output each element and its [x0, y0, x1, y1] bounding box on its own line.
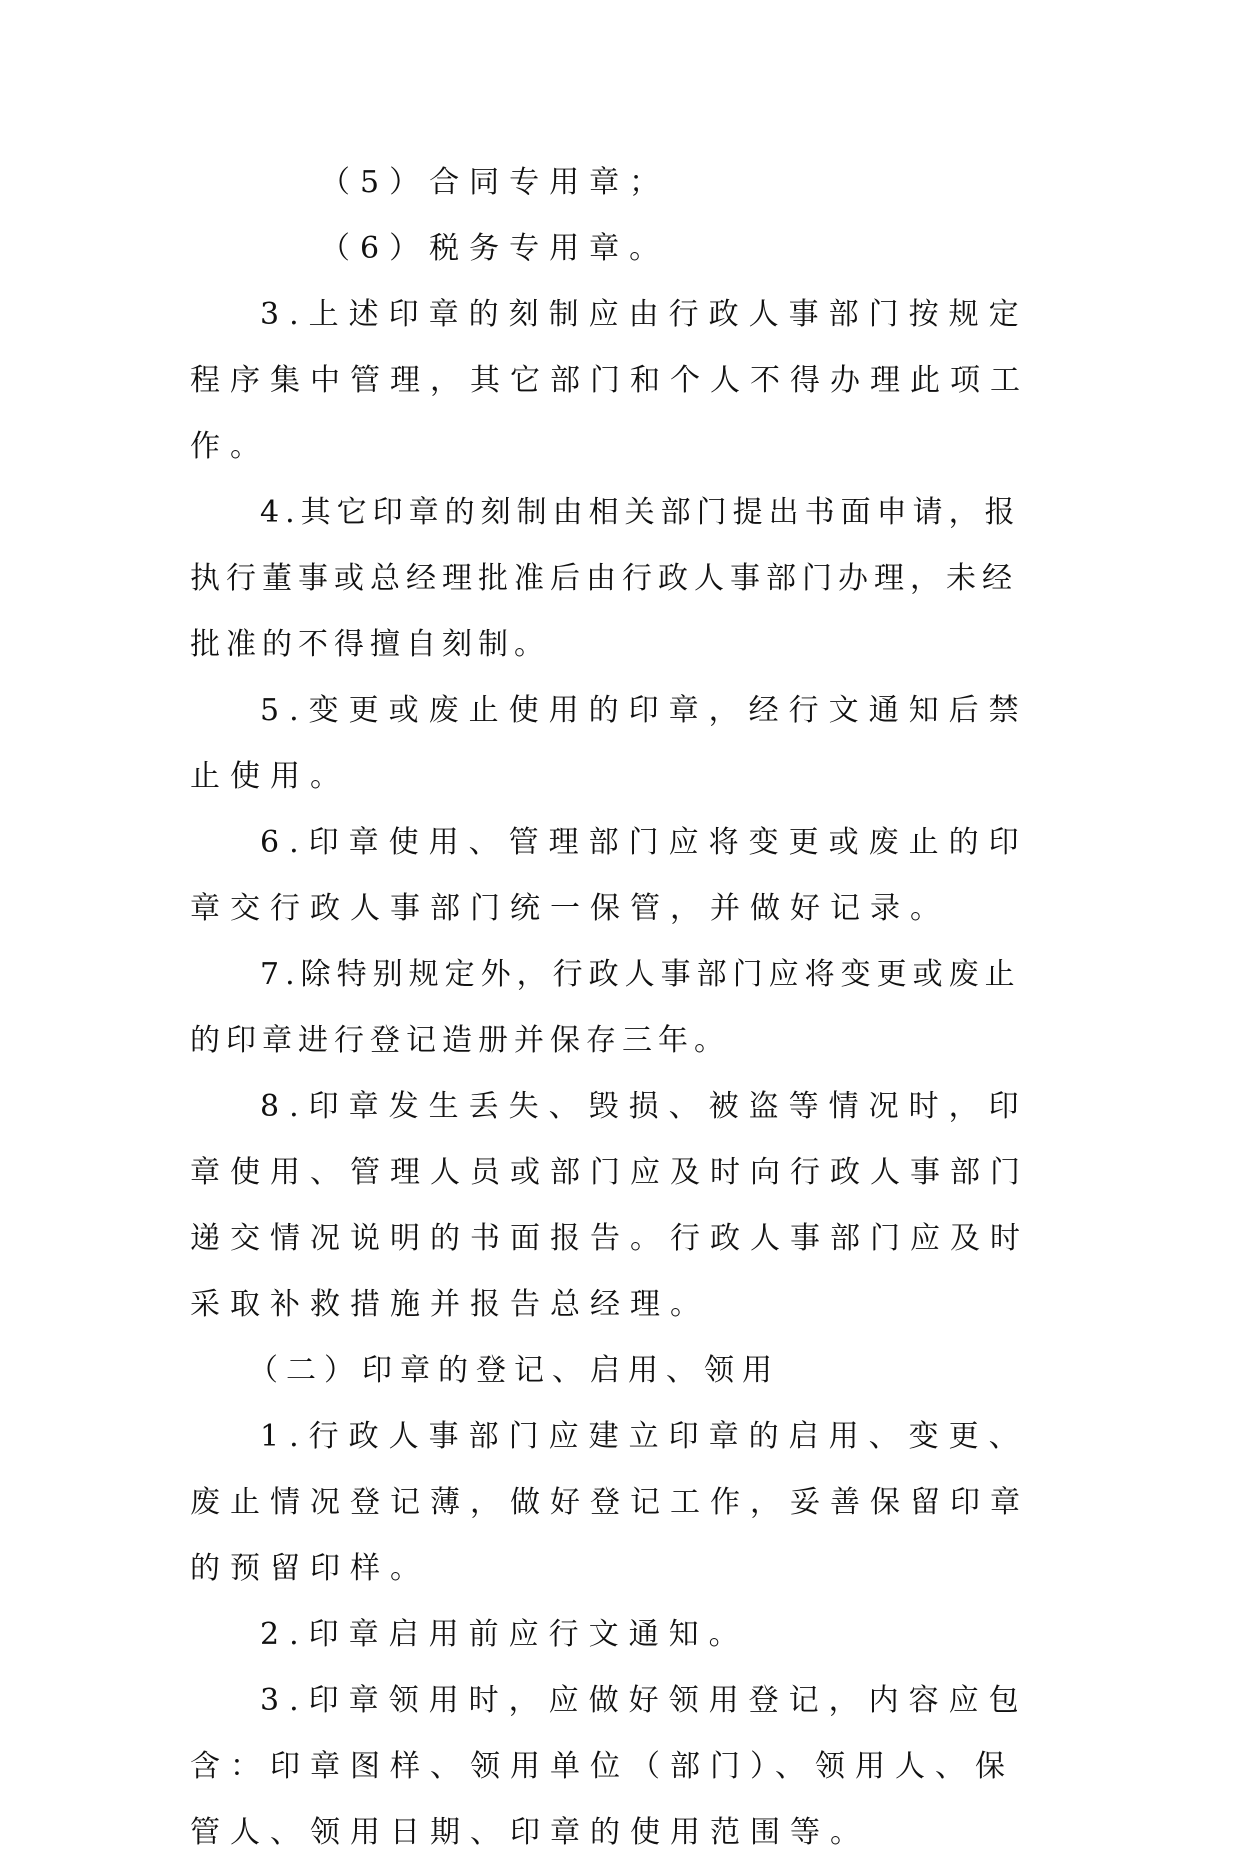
- paragraph-3-collection-record: 3.印章领用时，应做好领用登记，内容应包含：印章图样、领用单位（部门）、领用人、保管人、领用日期、印章的使用范围等。: [190, 1683, 1029, 1850]
- paragraph-8-loss-report: 8.印章发生丢失、毁损、被盗等情况时，印章使用、管理人员或部门应及时向行政人事部门递交情况说明的书面报告。行政人事部门应及时采取补救措施并报告总经理。: [190, 1089, 1030, 1322]
- paragraph-4-other-seals: 4.其它印章的刻制由相关部门提出书面申请，报执行董事或总经理批准后由行政人事部门办理，未经批准的不得擅自刻制。: [190, 495, 1021, 662]
- paragraph-6-custody: 6.印章使用、管理部门应将变更或废止的印章交行政人事部门统一保管，并做好记录。: [190, 825, 1029, 926]
- document-body: [190, 150, 1050, 1866]
- paragraph-3-seal-engraving: 3.上述印章的刻制应由行政人事部门按规定程序集中管理，其它部门和个人不得办理此项工作。: [190, 297, 1030, 464]
- paragraph-7-registration: 7.除特别规定外，行政人事部门应将变更或废止的印章进行登记造册并保存三年。: [190, 957, 1021, 1058]
- list-item-tax-seal: （6）税务专用章。: [320, 231, 670, 266]
- paragraph-1-register-book: 1.行政人事部门应建立印章的启用、变更、废止情况登记薄，做好登记工作，妥善保留印章的预留印样。: [190, 1419, 1030, 1586]
- paragraph-5-changed-seals: 5.变更或废止使用的印章，经行文通知后禁止使用。: [190, 693, 1029, 794]
- section-heading-registration-use: （二）印章的登记、启用、领用: [248, 1353, 780, 1388]
- list-item-contract-seal: （5）合同专用章；: [320, 165, 670, 200]
- paragraph-2-activation-notice: 2.印章启用前应行文通知。: [260, 1617, 749, 1652]
